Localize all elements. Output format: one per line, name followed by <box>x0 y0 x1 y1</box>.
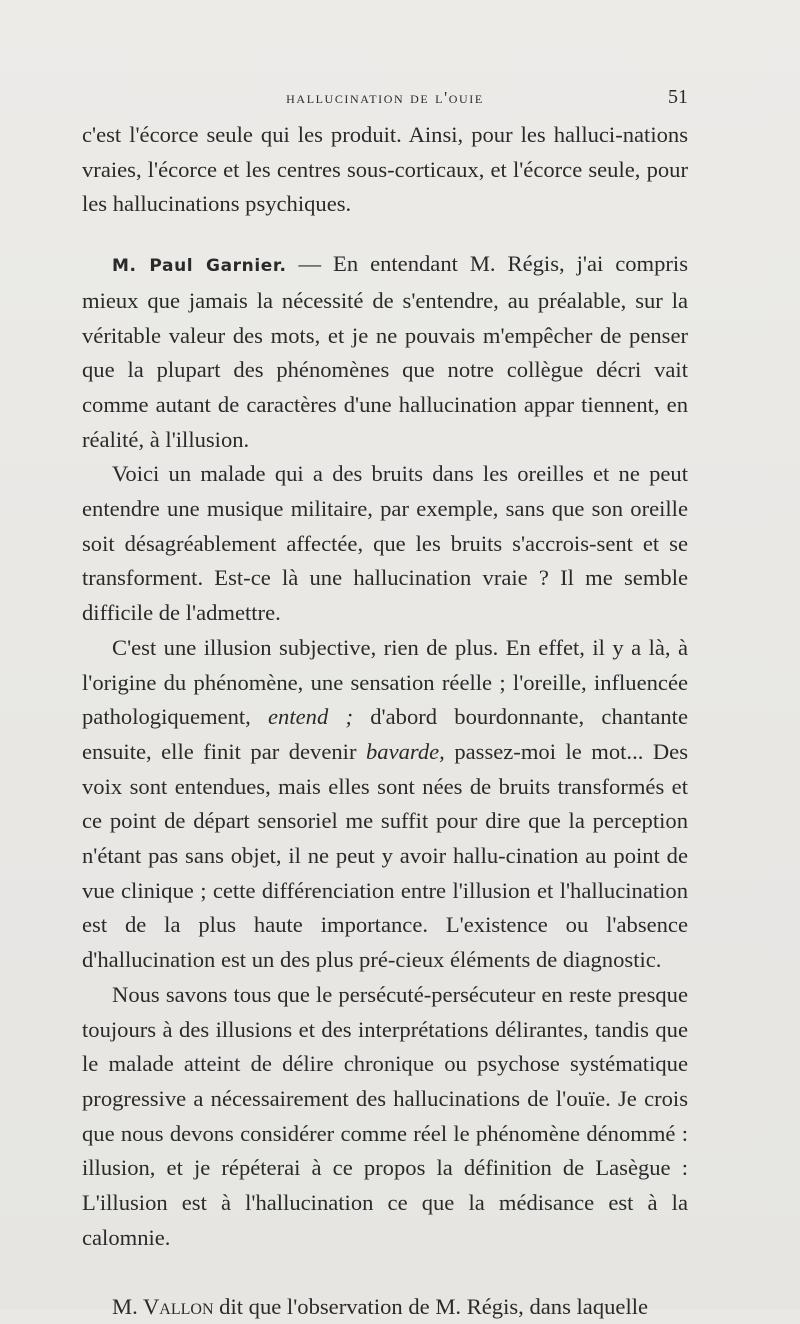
paragraph-text: — En entendant M. Régis, j'ai compris mieux que jamais la nécessité de s'entendre, au préalable, sur la véritable valeur des mots, et je ne pouvais m'empêcher de penser que la plupart des phénomènes que notre collègue décri vait comme autant de caractères d'une hallucination appar tiennent, en réalité, à l'illusion. <box>82 251 688 452</box>
paragraph-vallon <box>82 1290 688 1324</box>
speaker-name: M. Vallon <box>112 1294 214 1319</box>
paragraph-garnier <box>82 247 688 457</box>
paragraph-text: passez-moi le mot... Des voix sont entendues, mais elles sont nées de bruits transformés et ce point de départ sensoriel me suffit pour dire que la perception n'étant pas sans objet, il ne peut y avoir hallu-cination au point de vue clinique ; cette différenciation entre l'illusion et l'hallucination est de la plus haute importance. L'existence ou l'absence d'hallucination est un des plus pré-cieux éléments de diagnostic. <box>82 739 688 972</box>
page-number: 51 <box>668 86 688 109</box>
paragraph-continued: c'est l'écorce seule qui les produit. Ainsi, pour les halluci-nations vraies, l'écorce et les centres sous-corticaux, et l'écorce seule, pour les hallucinations psychiques. <box>82 118 688 222</box>
body-text <box>82 118 688 1324</box>
paragraph-text: C'est une illusion subjective, rien de plus. En effet, il y a là, à l'origine du phénomène, une sensation réelle ; l'oreille, influencée pathologiquement, <box>82 635 688 729</box>
italic-word: bavarde, <box>366 739 445 764</box>
paragraph-text: dit que l'observation de M. Régis, dans laquelle <box>214 1294 649 1319</box>
paragraph-persecute: Nous savons tous que le persécuté-persécuteur en reste presque toujours à des illusions et des interprétations délirantes, tandis que le malade atteint de délire chronique ou psychose systématique progressive a nécessairement des hallucinations de l'ouïe. Je crois que nous devons considérer comme réel le phénomène dénommé : illusion, et je répéterai à ce propos la définition de Lasègue : L'illusion est à l'hallucination ce que la médisance est à la calomnie. <box>82 978 688 1256</box>
speaker-name: M. Paul Garnier. <box>112 256 287 276</box>
paragraph-text: d'abord bourdonnante, chantante ensuite, elle finit par devenir <box>82 704 688 764</box>
paragraph-malade: Voici un malade qui a des bruits dans les oreilles et ne peut entendre une musique militaire, par exemple, sans que son oreille soit désagréablement affectée, que les bruits s'accrois-sent et se transforment. Est-ce là une hallucination vraie ? Il me semble difficile de l'admettre. <box>82 457 688 631</box>
italic-word: entend ; <box>268 704 353 729</box>
running-header <box>82 88 688 114</box>
running-title: hallucination de l'ouie <box>82 88 688 108</box>
paragraph-illusion <box>82 631 688 978</box>
